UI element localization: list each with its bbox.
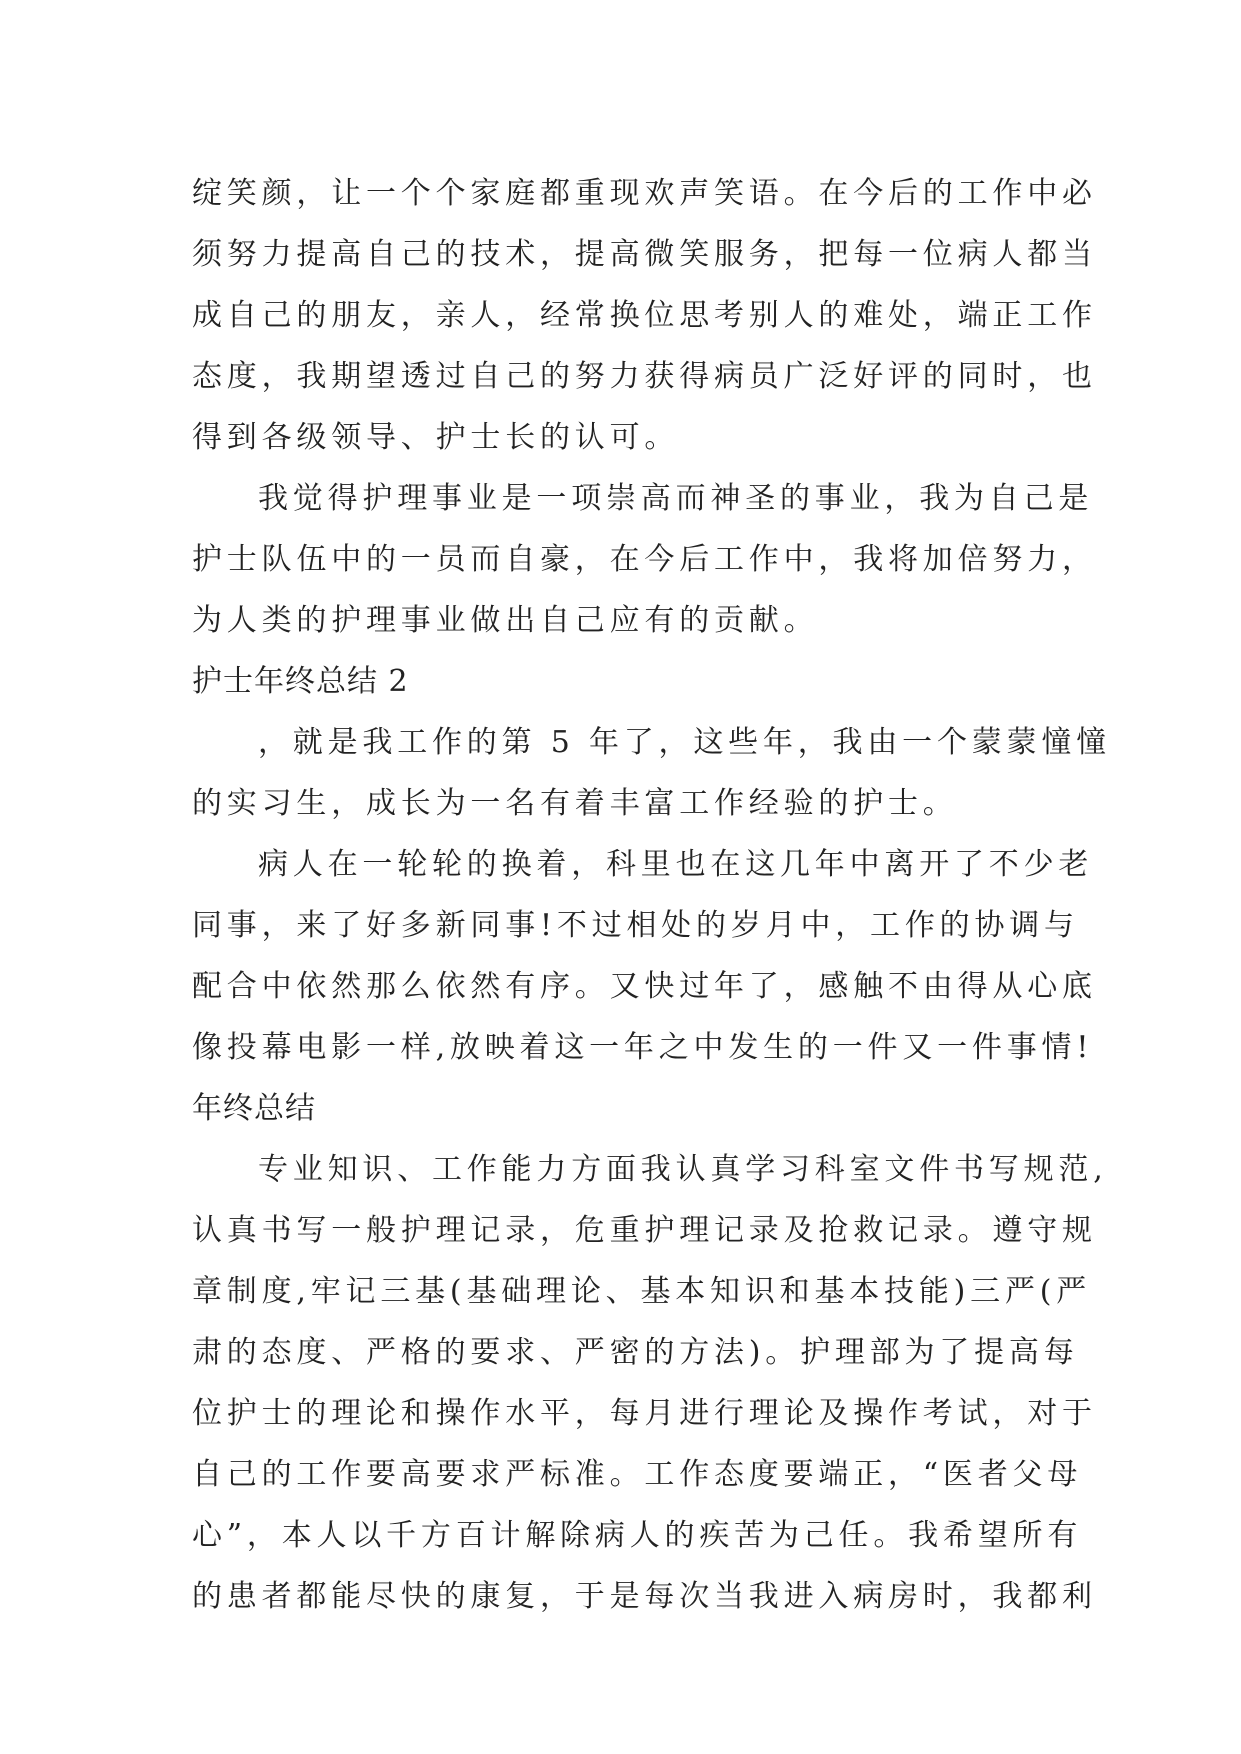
text-line: 配合中依然那么依然有序。又快过年了，感触不由得从心底 (192, 969, 1097, 1004)
text-line: 态度，我期望透过自己的努力获得病员广泛好评的同时，也 (192, 359, 1097, 394)
paragraph-continuation (192, 163, 1097, 468)
heading-text: 年终总结 (192, 1091, 316, 1126)
text-line: 同事，来了好多新同事!不过相处的岁月中，工作的协调与 (192, 908, 1079, 943)
text-line: 位护士的理论和操作水平，每月进行理论及操作考试，对于 (192, 1396, 1097, 1431)
document-body (192, 163, 1111, 1627)
paragraph-fifth-year (192, 712, 1111, 834)
text-line: 专业知识、工作能力方面我认真学习科室文件书写规范, (258, 1152, 1108, 1187)
text-line: 我觉得护理事业是一项崇高而神圣的事业，我为自己是 (258, 481, 1094, 516)
section-heading (192, 651, 1050, 712)
paragraph-colleagues (192, 834, 1097, 1078)
paragraph-nursing-career (192, 468, 1097, 651)
text-line: 绽笑颜，让一个个家庭都重现欢声笑语。在今后的工作中必 (192, 176, 1097, 211)
text-line: 得到各级领导、护士长的认可。 (192, 420, 680, 455)
text-line: 成自己的朋友，亲人，经常换位思考别人的难处，端正工作 (192, 298, 1097, 333)
text-line: 为人类的护理事业做出自己应有的贡献。 (192, 603, 819, 638)
text-line: 的患者都能尽快的康复，于是每次当我进入病房时，我都利 (192, 1579, 1097, 1614)
text-line: 章制度,牢记三基(基础理论、基本知识和基本技能)三严(严 (192, 1274, 1092, 1309)
heading-text: 护士年终总结 2 (192, 664, 409, 699)
text-line: 像投幕电影一样,放映着这一年之中发生的一件又一件事情! (192, 1030, 1094, 1065)
text-line: 肃的态度、严格的要求、严密的方法)。护理部为了提高每 (192, 1335, 1079, 1370)
text-line: 护士队伍中的一员而自豪，在今后工作中，我将加倍努力， (192, 542, 1097, 577)
text-line: 自己的工作要高要求严标准。工作态度要端正，“医者父母 (192, 1457, 1083, 1492)
text-line: 须努力提高自己的技术，提高微笑服务，把每一位病人都当 (192, 237, 1097, 272)
text-line: 病人在一轮轮的换着，科里也在这几年中离开了不少老 (258, 847, 1094, 882)
section-heading (192, 1078, 1050, 1139)
text-line: 心”，本人以千方百计解除病人的疾苦为己任。我希望所有 (192, 1518, 1083, 1553)
text-line: 的实习生，成长为一名有着丰富工作经验的护士。 (192, 786, 958, 821)
paragraph-professional-knowledge (192, 1139, 1108, 1627)
text-line: 认真书写一般护理记录，危重护理记录及抢救记录。遵守规 (192, 1213, 1097, 1248)
text-line: ，就是我工作的第 5 年了，这些年，我由一个蒙蒙憧憧 (258, 725, 1111, 760)
